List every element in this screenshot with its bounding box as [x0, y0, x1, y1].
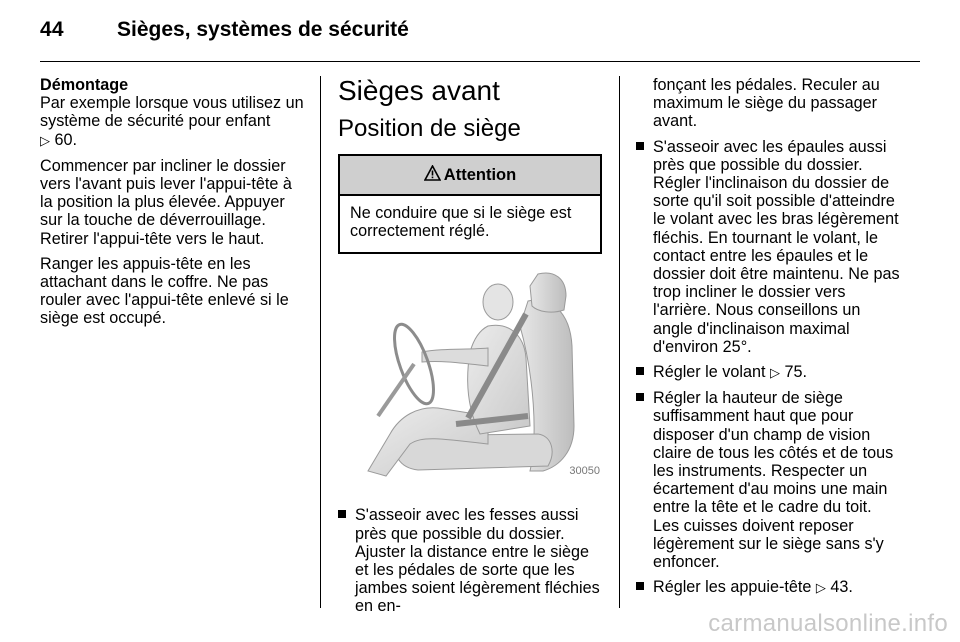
page-reference-text: 60. [54, 130, 78, 149]
column-divider-2 [619, 76, 620, 608]
list-item [636, 578, 902, 597]
bullet-list-col2 [338, 506, 602, 615]
paragraph-2: Commencer par incliner le dossier vers l'avant puis lever l'appui-tête à la position la plus élevée. Appuyer sur la touche de déverrouillage. Retirer l'appui-tête vers le haut. [40, 156, 292, 248]
heading-position-siege: Position de siège [338, 115, 521, 142]
list-item [636, 363, 902, 382]
bullet-square-icon [338, 510, 346, 518]
list-item [338, 506, 602, 615]
figure-number: 30050 [569, 465, 600, 478]
continued-text: fonçant les pédales. Reculer au maximum le siège du passager avant. [653, 76, 880, 131]
list-item-text: Régler les appuie-tête [653, 578, 812, 597]
bullet-list-col3 [636, 138, 902, 598]
watermark: carmanualsonline.info [708, 610, 948, 637]
page-reference-text: 75. [784, 363, 807, 382]
warning-triangle-icon [424, 165, 441, 185]
page-header [40, 18, 920, 62]
list-item [636, 389, 902, 571]
page-reference[interactable] [816, 578, 853, 596]
list-item-text: S'asseoir avec les épaules aussi près que possible du dossier. Régler l'inclinaison du dossier de sorte qu'il soit possible d'atteindre le volant avec les bras légèrement fléchis. En tournant le volant, le contact entre les épaules et le dossier doit être maintenu. Ne pas trop incliner le dossier vers l'arrière. Nous conseillons un angle d'inclinaison maximal d'environ 25°. [653, 137, 900, 356]
page-reference-icon: ▷ [769, 365, 780, 381]
header-rule [40, 61, 920, 62]
page-reference-icon: ▷ [40, 132, 50, 148]
bullet-square-icon [636, 393, 644, 401]
heading-sieges-avant: Sièges avant [338, 75, 500, 106]
list-item [636, 138, 902, 356]
column-2 [338, 76, 602, 623]
subheading-demontage: Démontage [40, 76, 129, 94]
column-3 [636, 76, 902, 604]
page-reference[interactable] [40, 131, 77, 149]
list-item-text: Régler le volant [653, 363, 766, 382]
attention-body: Ne conduire que si le siège est correctement réglé. [350, 204, 572, 241]
bullet-square-icon [636, 582, 644, 590]
attention-header [340, 156, 600, 196]
attention-title: Attention [443, 165, 517, 184]
page-reference-icon: ▷ [815, 580, 826, 596]
list-item-text: Régler la hauteur de siège suffisamment haut que pour disposer d'un champ de vision claire de tous les côtés et de tous les instruments. Respecter un écartement d'au moins une main entre la tête et le cadre du toit. Les cuisses doivent reposer légèrement sur le siège sans s'y enfoncer. [653, 389, 894, 572]
bullet-square-icon [636, 142, 644, 150]
attention-box [338, 154, 602, 254]
list-item-text: S'asseoir avec les fesses aussi près que possible du dossier. Ajuster la distance entre le siège et les pédales de sorte que les jambes soient légèrement fléchies en en- [355, 506, 600, 616]
section-title: Sièges, systèmes de sécurité [117, 18, 409, 41]
bullet-square-icon [636, 367, 644, 375]
page-reference-text: 43. [830, 578, 853, 597]
seat-position-illustration [338, 266, 602, 488]
driver-seat-drawing [338, 266, 602, 488]
page-number: 44 [40, 18, 64, 41]
paragraph-1-text: Par exemple lorsque vous utilisez un système de sécurité pour enfant [40, 94, 304, 131]
column-1 [40, 76, 306, 335]
column-divider-1 [320, 76, 321, 608]
paragraph-1 [40, 94, 306, 150]
page-reference[interactable] [770, 363, 807, 381]
paragraph-3: Ranger les appuis-tête en les attachant dans le coffre. Ne pas rouler avec l'appui-tête enlevé si le siège est occupé. [40, 254, 289, 328]
